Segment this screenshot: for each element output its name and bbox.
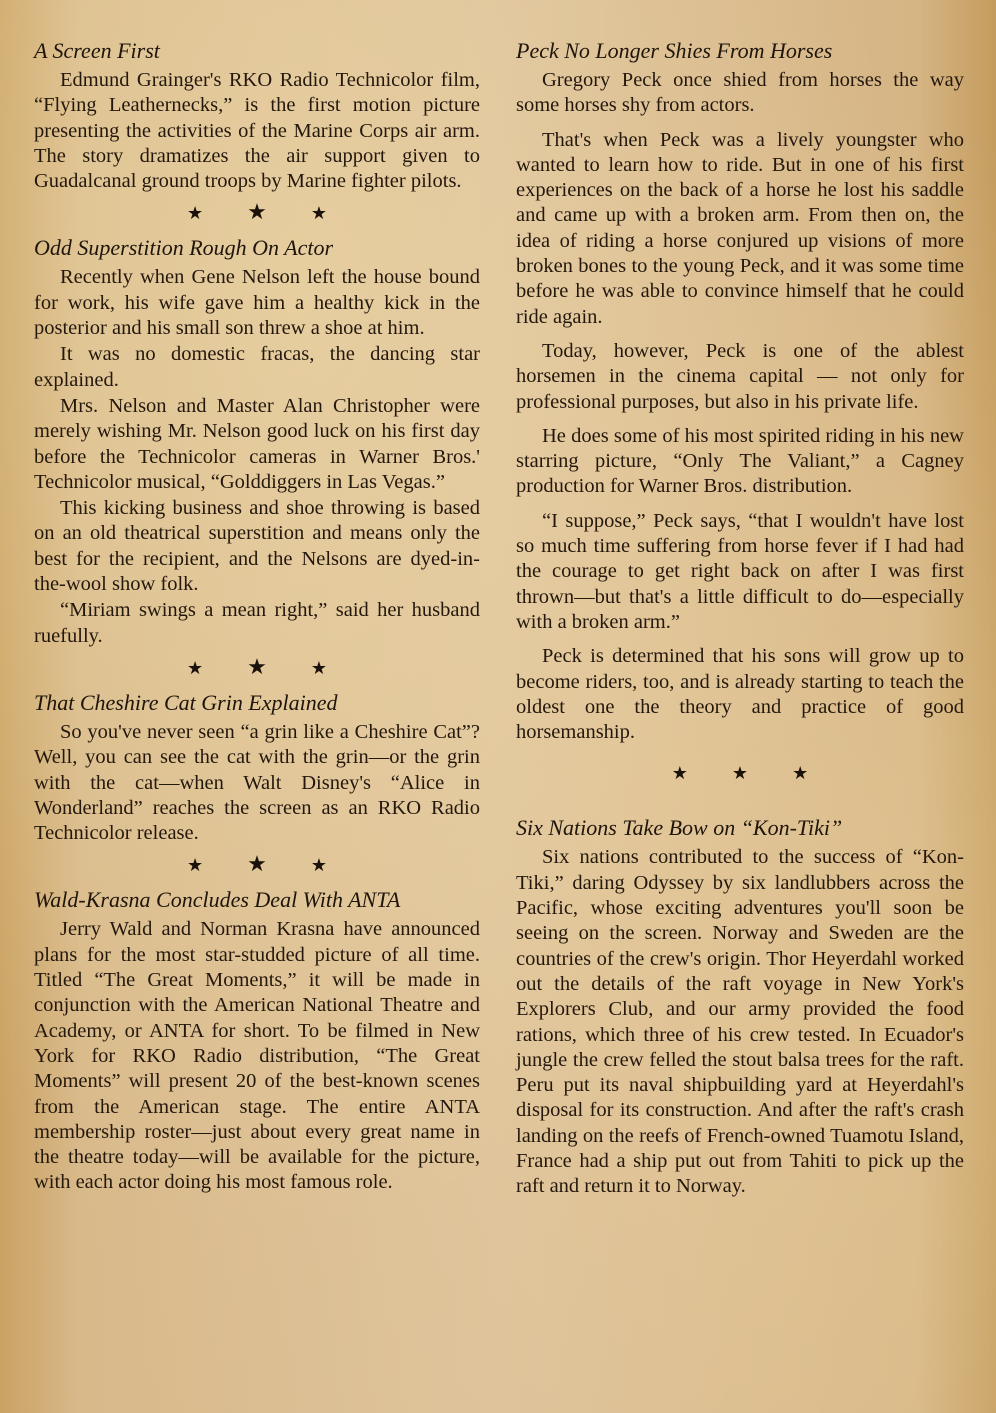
article-headline: Six Nations Take Bow on “Kon-Tiki” (516, 815, 843, 841)
article-paragraph: Today, however, Peck is one of the ablest horsemen in the cinema capital — not only for professional purposes, but also in his private life. (516, 339, 964, 413)
article-paragraph: That's when Peck was a lively youngster who wanted to learn how to ride. But in one of his first experiences on the back of a horse he lost his saddle and came up with a broken arm. From then on, the idea of riding a horse conjured up visions of more broken bones to the young Peck, and it was some time before he was able to convince himself that he could ride again. (516, 128, 964, 328)
left-column (34, 30, 480, 1197)
article-paragraph: Edmund Grainger's RKO Radio Technicolor film, “Flying Leathernecks,” is the first motion picture presenting the activities of the Marine Corps air arm. The story dramatizes the air support given to Guadalcanal ground troops by Marine fighter pilots. (34, 69, 480, 193)
right-column (516, 30, 964, 1209)
star-icon: ★ (310, 657, 327, 679)
article-paragraph: Peck is determined that his sons will grow up to become riders, too, and is already starting to teach the oldest one the theory and practice of good horsemanship. (516, 645, 964, 744)
article-headline: Peck No Longer Shies From Horses (516, 38, 833, 63)
star-icon: ★ (186, 657, 204, 679)
star-icon: ★ (792, 763, 809, 785)
article-paragraph: Gregory Peck once shied from horses the way some horses shy from actors. (516, 69, 964, 117)
star-separator (34, 854, 480, 877)
star-separator (34, 654, 480, 680)
article-peck-horses (516, 38, 964, 745)
star-icon: ★ (186, 855, 204, 877)
article-paragraph: Mrs. Nelson and Master Alan Christopher were merely wishing Mr. Nelson good luck on his first day before the Technicolor cameras in Warner Bros.' Technicolor musical, “Golddiggers in Las Vegas.” (34, 394, 480, 493)
article-paragraph: “Miriam swings a mean right,” said her husband ruefully. (34, 599, 480, 647)
star-icon: ★ (247, 852, 267, 878)
article-headline: That Cheshire Cat Grin Explained (34, 689, 338, 715)
article-cheshire-cat (34, 690, 480, 846)
article-paragraph: Jerry Wald and Norman Krasna have announced plans for the most star-studded picture of all time. Titled “The Great Moments,” it will be made in conjunction with the American National Theatre and Academy, or ANTA for short. To be filmed in New York for RKO Radio distribution, “The Great Moments” will present 20 of the best-known scenes from the American stage. The entire ANTA membership roster—just about every great name in the theatre today—will be available for the picture, with each actor doing his most famous role. (34, 918, 480, 1194)
article-odd-superstition (34, 235, 480, 648)
article-headline: Odd Superstition Rough On Actor (34, 235, 334, 261)
star-icon: ★ (310, 855, 327, 877)
star-separator (516, 763, 964, 785)
article-headline: A Screen First (34, 38, 160, 63)
article-paragraph: This kicking business and shoe throwing is based on an old theatrical superstition and means only the best for the recipient, and the Nelsons are dyed-in-the-wool show folk. (34, 497, 480, 596)
article-paragraph: It was no domestic fracas, the dancing star explained. (34, 343, 480, 391)
article-paragraph: “I suppose,” Peck says, “that I wouldn't have lost so much time suffering from horse fever if I had had the courage to get right back on after I was first thrown—but that's a little difficult to do—especially with a broken arm.” (516, 509, 964, 633)
article-paragraph: Six nations contributed to the success of “Kon-Tiki,” daring Odyssey by six landlubbers across the Pacific, whose exciting adventures you'll soon be seeing on the screen. Norway and Sweden are the countries of the crew's origin. Thor Heyerdahl worked out the details of the raft voyage in New York's Explorers Club, and our army provided the food rations, which three of his crew tested. In Ecuador's jungle the crew felled the stout balsa trees for the raft. Peru put its naval shipbuilding yard at Heyerdahl's disposal for its construction. And after the raft's crash landing on the reefs of French-owned Tuamotu Island, France had a ship put out from Tahiti to pick up the raft and return it to Norway. (516, 846, 964, 1198)
star-icon: ★ (671, 763, 688, 785)
article-screen-first (34, 38, 480, 194)
star-icon: ★ (310, 203, 327, 225)
article-paragraph: Recently when Gene Nelson left the house bound for work, his wife gave him a healthy kick in the posterior and his small son threw a shoe at him. (34, 266, 480, 340)
star-icon: ★ (186, 203, 204, 225)
star-icon: ★ (247, 654, 267, 680)
article-paragraph: So you've never seen “a grin like a Cheshire Cat”? Well, you can see the cat with the grin—or the grin with the cat—when Walt Disney's “Alice in Wonderland” reaches the screen as an RKO Radio Technicolor release. (34, 720, 480, 845)
article-wald-krasna (34, 887, 480, 1195)
star-icon: ★ (247, 200, 267, 226)
article-headline: Wald-Krasna Concludes Deal With ANTA (34, 887, 401, 913)
star-separator (34, 202, 480, 225)
article-kon-tiki (516, 815, 964, 1199)
article-paragraph: He does some of his most spirited riding in his new starring picture, “Only The Valiant,” a Cagney production for Warner Bros. distribution. (516, 424, 964, 498)
star-icon: ★ (731, 763, 749, 785)
